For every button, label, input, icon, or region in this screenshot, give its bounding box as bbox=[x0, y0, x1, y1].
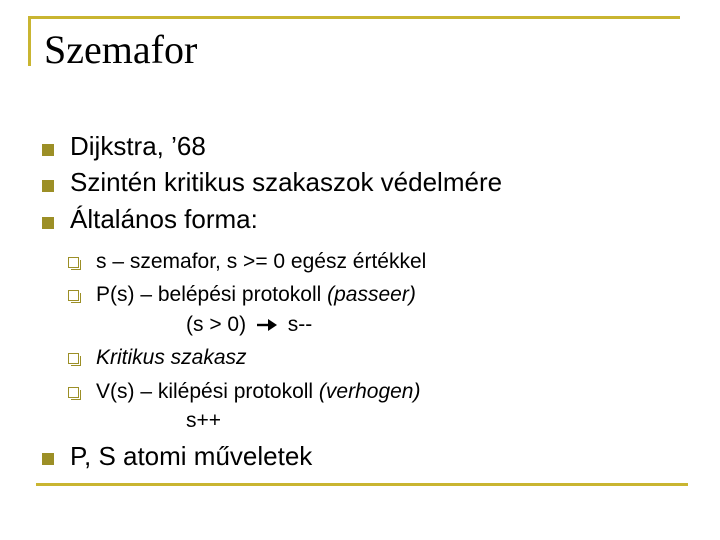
bullet-general-form: Általános forma: bbox=[70, 204, 258, 234]
bullet-critical-sections: Szintén kritikus szakaszok védelmére bbox=[70, 167, 503, 197]
sub-bullet-p-operation bbox=[96, 283, 416, 307]
p-condition: (s > 0) bbox=[186, 313, 247, 336]
bullet-square-icon bbox=[42, 217, 54, 229]
p-decrement: s-- bbox=[287, 313, 313, 336]
sub-bullet-semaphore: s – szemafor, s >= 0 egész értékkel bbox=[96, 250, 427, 273]
sub-bullet-v-operation bbox=[96, 380, 420, 404]
sub-bullet-critical-section bbox=[96, 346, 247, 370]
p-operation-italic: (passeer) bbox=[327, 283, 416, 306]
p-operation-continuation bbox=[186, 313, 312, 337]
frame-bottom-line bbox=[36, 483, 688, 486]
bullet-square-icon bbox=[42, 180, 54, 192]
frame-left-line bbox=[28, 16, 31, 66]
bullet-square-icon bbox=[42, 453, 54, 465]
p-operation-text: P(s) – belépési protokoll bbox=[96, 283, 328, 306]
bullet-dijkstra: Dijkstra, ’68 bbox=[70, 131, 206, 161]
v-operation-continuation: s++ bbox=[186, 409, 222, 432]
critical-section-italic: Kritikus szakasz bbox=[96, 346, 247, 369]
slide-title: Szemafor bbox=[44, 27, 198, 72]
bullet-square-icon bbox=[42, 144, 54, 156]
v-operation-italic: (verhogen) bbox=[318, 380, 421, 403]
v-operation-text: V(s) – kilépési protokoll bbox=[96, 380, 319, 403]
bullet-hollow-square-icon bbox=[68, 353, 79, 364]
bullet-hollow-square-icon bbox=[68, 290, 79, 301]
bullet-hollow-square-icon bbox=[68, 387, 79, 398]
bullet-atomic-operations: P, S atomi műveletek bbox=[70, 441, 313, 471]
frame-top-line bbox=[28, 16, 680, 19]
right-arrow-icon bbox=[256, 318, 278, 332]
bullet-hollow-square-icon bbox=[68, 257, 79, 268]
